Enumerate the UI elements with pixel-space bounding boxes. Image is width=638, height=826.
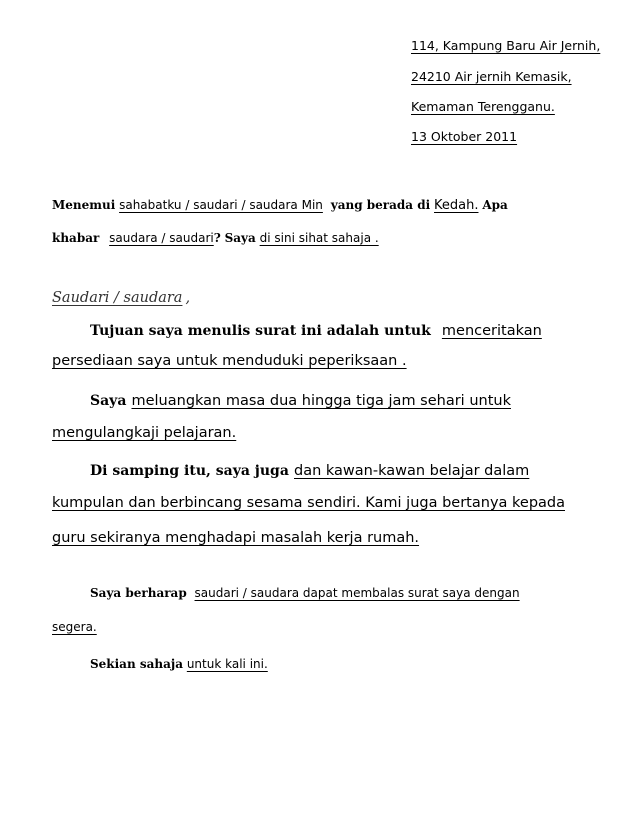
salutation-comma: , [185, 290, 191, 306]
para3-bold: Di samping itu, saya juga [90, 463, 289, 479]
greeting-apa: Apa [482, 198, 508, 212]
para3-text: dan kawan-kawan belajar dalam [294, 463, 530, 479]
closing-line [90, 657, 268, 671]
greeting-recipient: sahabatku / saudari / saudara Min [119, 198, 323, 212]
greeting-status: di sini sihat sahaja . [259, 231, 379, 245]
para3-line-3: guru sekiranya menghadapi masalah kerja rumah. [52, 530, 420, 546]
greeting-location: Kedah. [434, 198, 479, 213]
para2-bold: Saya [90, 393, 127, 409]
greeting-line-1 [52, 198, 508, 213]
salutation-text: Saudari / saudara [52, 290, 183, 306]
para4-line-2: segera. [52, 620, 97, 634]
closing-bold: Sekian sahaja [90, 657, 183, 671]
para1-text: menceritakan [441, 323, 542, 339]
address-line-2: 24210 Air jernih Kemasik, [411, 69, 572, 84]
para1-line-2: persediaan saya untuk menduduki peperiksaan . [52, 353, 407, 369]
greeting-khabar: khabar [52, 231, 100, 245]
para3-line-1 [90, 460, 529, 479]
greeting-saya: Saya [224, 231, 256, 245]
greeting-location-label: yang berada di [330, 198, 431, 212]
para1-line-1 [90, 320, 542, 339]
para2-line-2: mengulangkaji pelajaran. [52, 425, 237, 441]
para4-text: saudari / saudara dapat membalas surat saya dengan [194, 586, 520, 600]
closing-text: untuk kali ini. [186, 657, 268, 671]
greeting-question-mark: ? [213, 231, 221, 245]
address-line-1: 114, Kampung Baru Air Jernih, [411, 38, 601, 53]
greeting-address-term: saudara / saudari [109, 231, 214, 245]
para1-bold: Tujuan saya menulis surat ini adalah untuk [90, 323, 431, 339]
greeting-line-2 [52, 231, 379, 245]
salutation [52, 287, 190, 306]
letter-date: 13 Oktober 2011 [411, 129, 518, 144]
address-line-3: Kemaman Terengganu. [411, 99, 555, 114]
para4-line-1 [90, 586, 520, 600]
para3-line-2: kumpulan dan berbincang sesama sendiri. Kami juga bertanya kepada [52, 495, 565, 511]
para2-text: meluangkan masa dua hingga tiga jam sehari untuk [131, 393, 511, 409]
greeting-menemui: Menemui [52, 198, 116, 212]
para2-line-1 [90, 390, 511, 409]
para4-bold: Saya berharap [90, 586, 187, 600]
